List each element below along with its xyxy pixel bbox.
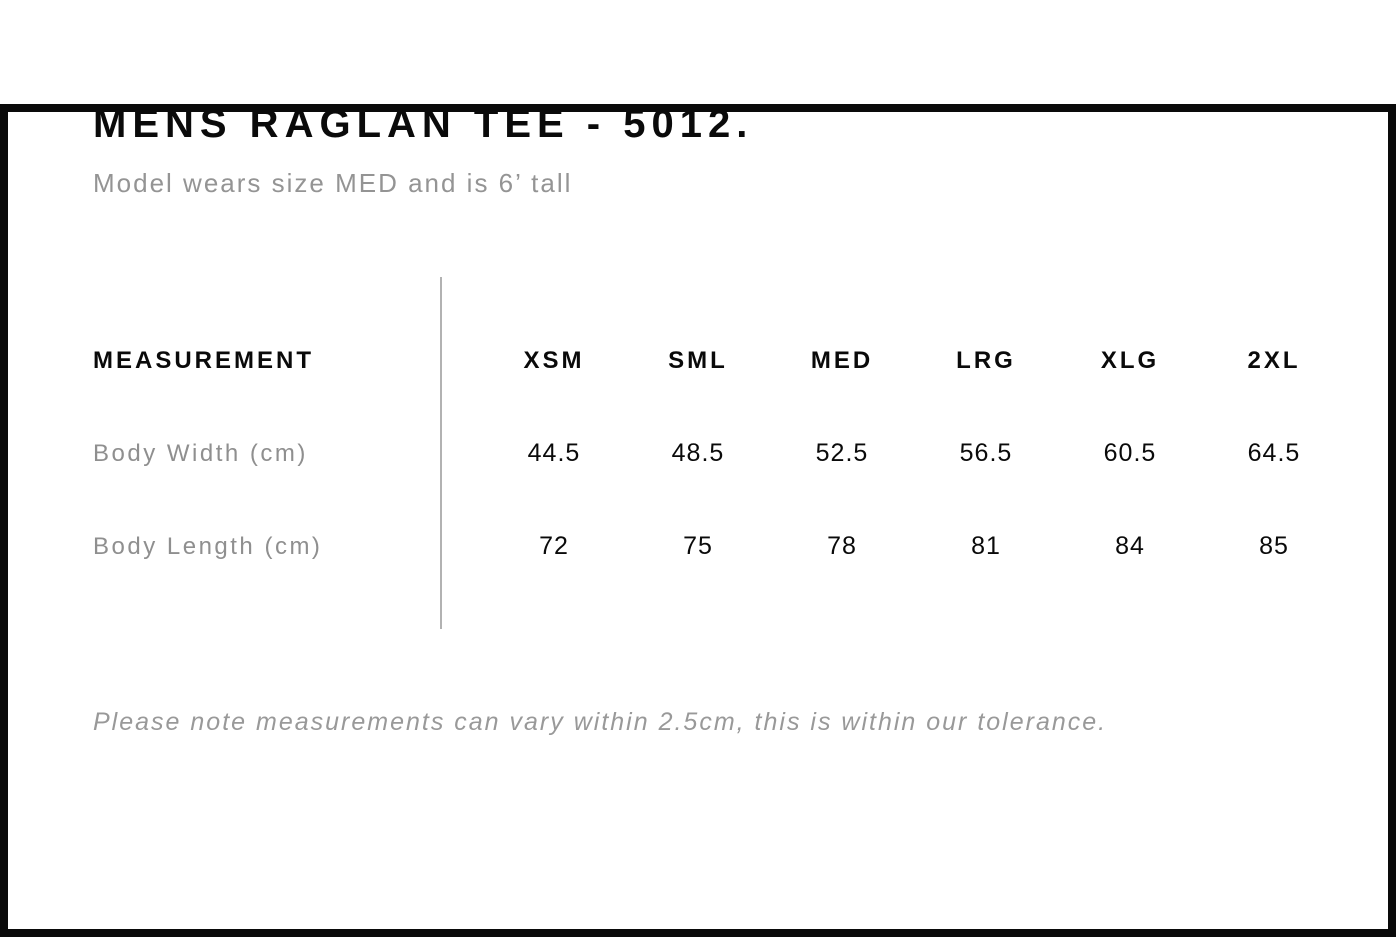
table-row-body-width [93, 407, 1346, 500]
column-header-lrg: LRG [956, 346, 1016, 374]
model-size-note: Model wears size MED and is 6’ tall [93, 168, 573, 198]
page-title: MENS RAGLAN TEE - 5012. [93, 102, 754, 146]
column-header-xlg: XLG [1100, 346, 1160, 374]
body-width-xsm-value: 44.5 [527, 439, 581, 467]
body-length-lrg-value: 81 [971, 532, 1001, 560]
row-label-body-width: Body Width (cm) [93, 439, 308, 467]
body-length-sml-value: 75 [683, 532, 713, 560]
table-vertical-divider [440, 277, 442, 629]
table-row-body-length [93, 500, 1346, 593]
body-width-med-value: 52.5 [815, 439, 869, 467]
size-chart-table [93, 277, 1346, 593]
column-header-sml: SML [668, 346, 728, 374]
body-length-med-value: 78 [827, 532, 857, 560]
body-width-xlg-value: 60.5 [1103, 439, 1157, 467]
body-length-xsm-value: 72 [539, 532, 569, 560]
row-label-body-length: Body Length (cm) [93, 532, 323, 560]
body-width-2xl-value: 64.5 [1247, 439, 1301, 467]
body-width-lrg-value: 56.5 [959, 439, 1013, 467]
column-header-measurement: MEASUREMENT [93, 346, 315, 374]
column-header-med: MED [810, 346, 874, 374]
body-width-sml-value: 48.5 [671, 439, 725, 467]
table-header-row [93, 314, 1346, 407]
body-length-xlg-value: 84 [1115, 532, 1145, 560]
size-guide-page [0, 104, 1396, 737]
body-length-2xl-value: 85 [1259, 532, 1289, 560]
tolerance-note: Please note measurements can vary within 2.5cm, this is within our tolerance. [93, 708, 1108, 736]
column-header-2xl: 2XL [1247, 346, 1301, 374]
column-header-xsm: XSM [523, 346, 585, 374]
